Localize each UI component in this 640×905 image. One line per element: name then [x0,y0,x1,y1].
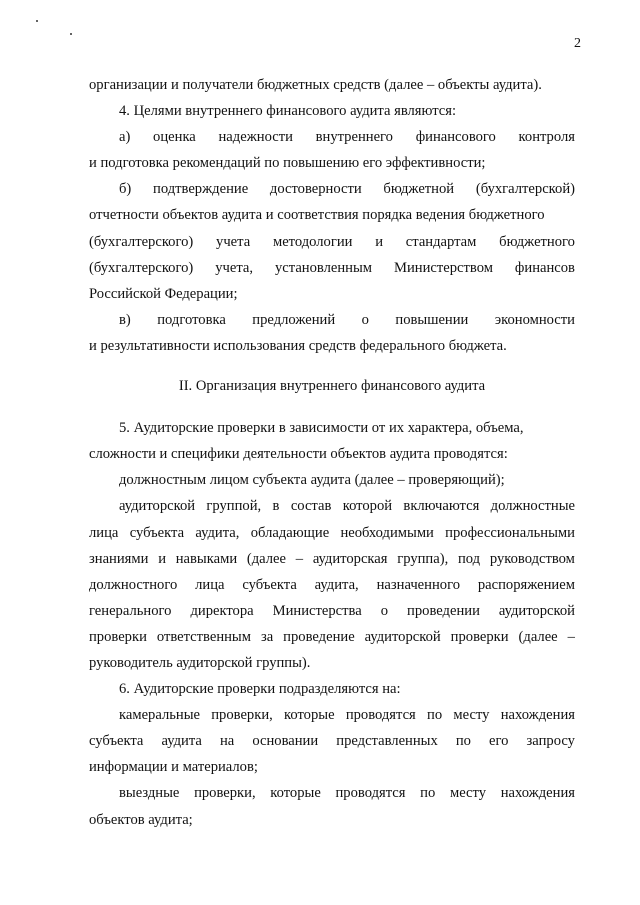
text-line: (бухгалтерского) учета методологии и стандартам бюджетного [89,233,575,250]
list-item-b-line: б) подтверждение достоверности бюджетной (бухгалтерской) [119,181,575,198]
text-line: информации и материалов; [89,759,258,776]
paragraph-6-intro: 6. Аудиторские проверки подразделяются на: [119,681,401,698]
paragraph-5-intro: 5. Аудиторские проверки в зависимости от их характера, объема, [119,420,524,437]
scan-speck [70,33,72,35]
text-line: выездные проверки, которые проводятся по месту нахождения [119,785,575,802]
text-line: объектов аудита; [89,811,193,828]
page-number: 2 [574,36,581,51]
list-item-a-line: а) оценка надежности внутреннего финансового контроля [119,129,575,146]
text-line: организации и получатели бюджетных средств (далее – объекты аудита). [89,77,542,93]
text-line: сложности и специфики деятельности объектов аудита проводятся: [89,446,508,463]
paragraph-4-intro: 4. Целями внутреннего финансового аудита являются: [119,103,457,120]
text-line: отчетности объектов аудита и соответствия порядка ведения бюджетного [89,207,545,224]
text-line: и результативности использования средств федерального бюджета. [89,337,507,354]
text-line: камеральные проверки, которые проводятся по месту нахождения [119,707,575,724]
text-line: лица субъекта аудита, обладающие необходимыми профессиональными [89,524,575,541]
text-line: знаниями и навыками (далее – аудиторская группа), под руководством [89,550,575,567]
section-heading: II. Организация внутреннего финансового аудита [178,378,486,395]
text-line: и подготовка рекомендаций по повышению его эффективности; [89,155,486,172]
text-line: аудиторской группой, в состав которой включаются должностные [119,498,575,515]
scan-speck [36,20,38,22]
text-line: субъекта аудита на основании представленных по его запросу [89,733,575,750]
text-line: проверки ответственным за проведение аудиторской проверки (далее – [89,628,575,645]
text-line: должностного лица субъекта аудита, назначенного распоряжением [89,576,575,593]
text-line: (бухгалтерского) учета, установленным Министерством финансов [89,259,575,276]
text-line: должностным лицом субъекта аудита (далее – проверяющий); [119,472,505,489]
text-line: генерального директора Министерства о проведении аудиторской [89,602,575,619]
document-body [89,72,575,833]
list-item-v-line: в) подготовка предложений о повышении экономности [119,311,575,328]
text-line: Российской Федерации; [89,285,238,302]
text-line: руководитель аудиторской группы). [89,654,311,671]
